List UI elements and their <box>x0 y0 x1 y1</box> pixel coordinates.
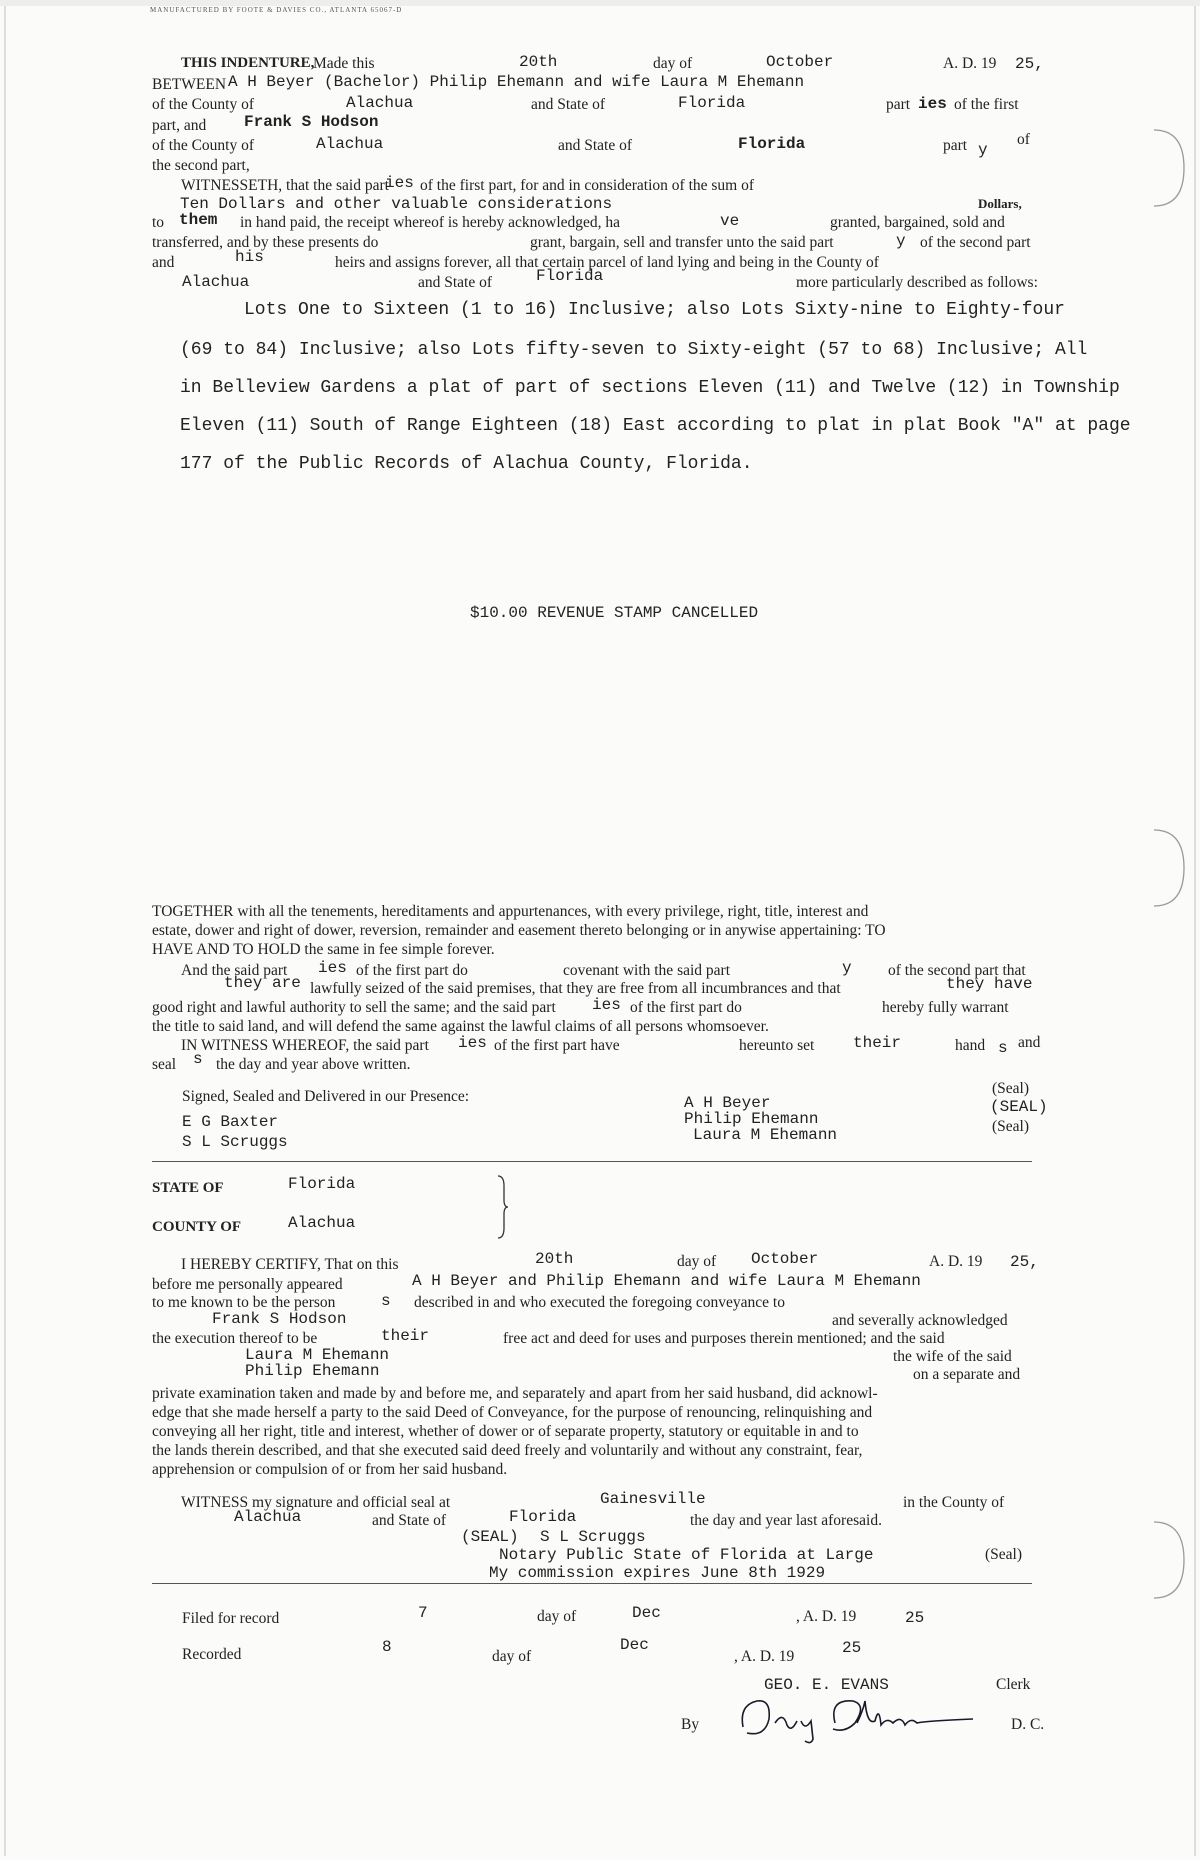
description-line-1: Lots One to Sixteen (1 to 16) Inclusive; also Lots Sixty-nine to Eighty-four <box>244 300 1065 320</box>
transferred-text: transferred, and by these presents do <box>152 234 379 251</box>
part-and-label: part, and <box>152 117 207 134</box>
recorded-ad: , A. D. 19 <box>734 1648 795 1665</box>
of-county-2-label: of the County of <box>152 137 255 154</box>
notary-name: S L Scruggs <box>540 1528 646 1546</box>
they-have: they have <box>946 975 1033 993</box>
part-second-suffix: y <box>978 141 988 159</box>
made-this-label: Made this <box>313 55 375 72</box>
s-1: s <box>998 1039 1008 1057</box>
brace-icon <box>496 1174 510 1240</box>
seal-1: (Seal) <box>992 1080 1030 1097</box>
ack-year: 25, <box>1010 1253 1039 1271</box>
notary-title: Notary Public State of Florida at Large <box>499 1546 874 1564</box>
covenant-c: covenant with the said part <box>563 962 731 979</box>
signer-3: Laura M Ehemann <box>693 1126 838 1144</box>
filed-year: 25 <box>905 1609 925 1627</box>
and-state-2-label: and State of <box>558 137 633 154</box>
second-part-label: the second part, <box>152 157 250 174</box>
left-edge <box>4 6 6 1856</box>
of-county-label: of the County of <box>152 96 255 113</box>
wife-name: Laura M Ehemann <box>245 1346 390 1364</box>
consideration: Ten Dollars and other valuable considerations <box>180 195 613 213</box>
witness-ies: ies <box>458 1034 487 1052</box>
they-are: they are <box>224 974 301 992</box>
recorded-day-of: day of <box>492 1648 532 1665</box>
hereunto-text: hereunto set <box>739 1037 815 1054</box>
description-line-5: 177 of the Public Records of Alachua County, Florida. <box>180 454 753 474</box>
ack-month: October <box>751 1250 819 1268</box>
ack-para-4: the lands therein described, and that she executed said deed freely and voluntarily and without any constraint, fear, <box>152 1442 863 1459</box>
and-state-label: and State of <box>531 96 606 113</box>
ack-and-state: and State of <box>372 1512 447 1529</box>
ack-divider <box>152 1583 1032 1584</box>
filed-month: Dec <box>632 1604 661 1622</box>
signature-divider <box>152 1161 1032 1162</box>
witnesseth-rest: of the first part, for and in consideration of the sum of <box>420 177 755 194</box>
in-county-text: in the County of <box>903 1494 1005 1511</box>
clerk-label: Clerk <box>996 1676 1031 1693</box>
by-label: By <box>681 1716 700 1733</box>
clerk-name: GEO. E. EVANS <box>764 1676 889 1694</box>
ies-1: ies <box>385 174 414 192</box>
ack-county-2: Alachua <box>234 1508 302 1526</box>
ack-para-1: private examination taken and made by and before me, and separately and apart from her said husband, did acknowl- <box>152 1385 878 1402</box>
ad-label: A. D. 19 <box>943 55 997 72</box>
certify-text: I HEREBY CERTIFY, That on this <box>181 1256 399 1273</box>
covenant-d: of the second part that <box>888 962 1026 979</box>
heirs-text: heirs and assigns forever, all that certain parcel of land lying and being in the County of <box>335 254 879 271</box>
good-right-text: good right and lawful authority to sell the same; and the said part <box>152 999 556 1016</box>
filed-label: Filed for record <box>182 1610 280 1627</box>
state-1: Florida <box>678 94 746 112</box>
manufacturer-line: MANUFACTURED BY FOOTE & DAVIES CO., ATLANTA 65067-D <box>150 6 403 14</box>
witness-name-1: E G Baxter <box>182 1113 279 1131</box>
city: Gainesville <box>600 1490 706 1508</box>
to-label: to <box>152 214 165 231</box>
ack-state: Florida <box>288 1175 356 1193</box>
day-of-label: day of <box>653 55 693 72</box>
s-2: s <box>193 1050 203 1068</box>
state-3: Florida <box>536 267 604 285</box>
of-label: of <box>1017 131 1030 148</box>
indenture-title: THIS INDENTURE, <box>181 55 315 71</box>
filed-ad: , A. D. 19 <box>796 1608 857 1625</box>
covenant-a: And the said part <box>181 962 288 979</box>
described-label: more particularly described as follows: <box>796 274 1038 291</box>
ack-day: 20th <box>535 1250 574 1268</box>
free-act-text: free act and deed for uses and purposes therein mentioned; and the said <box>503 1330 945 1347</box>
state-of-label: STATE OF <box>152 1180 224 1196</box>
county-2: Alachua <box>316 135 384 153</box>
grant-text: grant, bargain, sell and transfer unto the said part <box>530 234 834 251</box>
before-me: before me personally appeared <box>152 1276 343 1293</box>
part-second-label: part <box>943 137 968 154</box>
state-2: Florida <box>738 135 806 153</box>
recorded-year: 25 <box>842 1639 862 1657</box>
signer-2: Philip Ehemann <box>684 1110 819 1128</box>
between-label: BETWEEN <box>152 76 227 93</box>
description-line-4: Eleven (11) South of Range Eighteen (18) East according to plat in plat Book "A" at page <box>180 416 1131 436</box>
part-first-suffix: ies <box>918 95 947 113</box>
ies-2: ies <box>592 996 621 1014</box>
seal-word: seal <box>152 1056 177 1073</box>
part-first-label: part <box>886 96 911 113</box>
first-part-do: of the first part do <box>630 999 742 1016</box>
grantee: Frank S Hodson <box>244 113 379 131</box>
description-line-3: in Belleview Gardens a plat of part of sections Eleven (11) and Twelve (12) in Township <box>180 378 1120 398</box>
indenture-month: October <box>766 53 834 71</box>
his: his <box>235 248 264 266</box>
revenue-stamp: $10.00 REVENUE STAMP CANCELLED <box>470 604 759 622</box>
wife-of-text: the wife of the said <box>893 1348 1012 1365</box>
recorded-label: Recorded <box>182 1646 242 1663</box>
ack-para-3: conveying all her right, title and interest, whether of dower or of separate property, statutory or equitable in and to <box>152 1423 859 1440</box>
notary-seal-label: (SEAL) <box>461 1528 519 1546</box>
ve: ve <box>720 212 740 230</box>
deputy-signature-icon <box>735 1693 980 1745</box>
witness-sig-text: WITNESS my signature and official seal at <box>181 1494 451 1511</box>
county-1: Alachua <box>346 94 414 112</box>
county-3: Alachua <box>182 273 250 291</box>
lawfully-text: lawfully seized of the said premises, that they are free from all incumbrances and that <box>310 980 841 997</box>
presence-label: Signed, Sealed and Delivered in our Presence: <box>182 1088 470 1105</box>
ack-grantee: Frank S Hodson <box>212 1310 347 1328</box>
ack-day-of: day of <box>677 1253 717 1270</box>
together-line-2: estate, dower and right of dower, reversion, remainder and easement thereto belonging or in anywise appertaining: TO <box>152 922 886 939</box>
receipt-text: in hand paid, the receipt whereof is hereby acknowledged, ha <box>240 214 621 231</box>
seal-2: (SEAL) <box>990 1098 1048 1116</box>
seal-3: (Seal) <box>992 1118 1030 1135</box>
second-part-2: of the second part <box>920 234 1031 251</box>
dc-label: D. C. <box>1011 1716 1045 1733</box>
granted-text: granted, bargained, sold and <box>830 214 1005 231</box>
severally-text: and severally acknowledged <box>832 1312 1008 1329</box>
witness-b: of the first part have <box>494 1037 620 1054</box>
witness-a: IN WITNESS WHEREOF, the said part <box>181 1037 429 1054</box>
description-line-2: (69 to 84) Inclusive; also Lots fifty-seven to Sixty-eight (57 to 68) Inclusive; All <box>180 340 1088 360</box>
right-edge <box>1194 6 1196 1856</box>
last-aforesaid: the day and year last aforesaid. <box>690 1512 882 1529</box>
separate-text: on a separate and <box>913 1366 1021 1383</box>
notary-seal-right: (Seal) <box>985 1546 1023 1563</box>
recorded-month: Dec <box>620 1636 649 1654</box>
filed-day: 7 <box>418 1604 428 1622</box>
together-line-1: TOGETHER with all the tenements, hereditaments and appurtenances, with every privilege, right, title, interest and <box>152 903 869 920</box>
grantors: A H Beyer (Bachelor) Philip Ehemann and wife Laura M Ehemann <box>228 73 805 91</box>
ack-ad: A. D. 19 <box>929 1253 983 1270</box>
indenture-year: 25, <box>1015 55 1044 73</box>
binder-mark-icon <box>1150 828 1190 908</box>
together-line-3: HAVE AND TO HOLD the same in fee simple forever. <box>152 941 495 958</box>
y-2: y <box>896 232 906 250</box>
covenant-y: y <box>842 959 852 977</box>
appeared-names: A H Beyer and Philip Ehemann and wife Laura M Ehemann <box>412 1272 921 1290</box>
ack-their: their <box>381 1327 430 1345</box>
ack-para-2: edge that she made herself a party to the said Deed of Conveyance, for the purpose of renouncing, relinquishing and <box>152 1404 873 1421</box>
binder-mark-icon <box>1150 128 1190 208</box>
witness-name-2: S L Scruggs <box>182 1133 288 1151</box>
ack-county: Alachua <box>288 1214 356 1232</box>
binder-mark-icon <box>1150 1520 1190 1600</box>
and-2-label: and <box>1018 1034 1041 1051</box>
dollars-label: Dollars, <box>978 196 1022 211</box>
indenture-day: 20th <box>519 53 558 71</box>
day-year-text: the day and year above written. <box>216 1056 411 1073</box>
covenant-ies: ies <box>318 959 347 977</box>
commission-text: My commission expires June 8th 1929 <box>489 1564 826 1582</box>
known-text: to me known to be the person <box>152 1294 336 1311</box>
hand-label: hand <box>955 1037 986 1054</box>
their: their <box>853 1034 902 1052</box>
and-state-3-label: and State of <box>418 274 493 291</box>
ack-para-5: apprehension or compulsion of or from her said husband. <box>152 1461 508 1478</box>
and-label: and <box>152 254 175 271</box>
signer-1: A H Beyer <box>684 1094 771 1112</box>
of-the-first-label: of the first <box>954 96 1019 113</box>
filed-day-of: day of <box>537 1608 577 1625</box>
recorded-day: 8 <box>382 1638 392 1656</box>
execution-text: the execution thereof to be <box>152 1330 318 1347</box>
husband-name: Philip Ehemann <box>245 1362 380 1380</box>
covenant-b: of the first part do <box>356 962 468 979</box>
warrant-text: hereby fully warrant <box>882 999 1009 1016</box>
them: them <box>179 211 218 229</box>
ack-state-2: Florida <box>509 1508 577 1526</box>
ack-described: described in and who executed the foregoing conveyance to <box>414 1294 785 1311</box>
ack-s: s <box>381 1292 391 1310</box>
county-of-label: COUNTY OF <box>152 1219 242 1235</box>
defend-text: the title to said land, and will defend the same against the lawful claims of all persons whomsoever. <box>152 1018 769 1035</box>
witnesseth-label: WITNESSETH, that the said part <box>181 177 389 194</box>
